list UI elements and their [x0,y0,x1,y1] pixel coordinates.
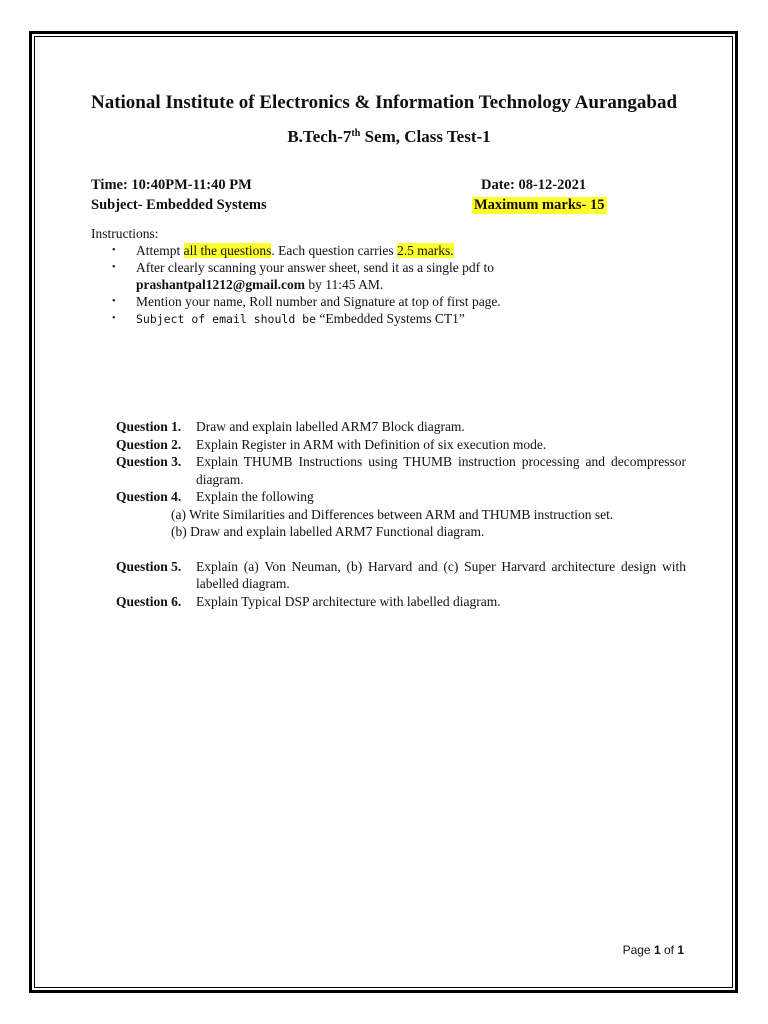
question-1: Question 1. Draw and explain labelled ARM7 Block diagram. [116,419,465,434]
course-suffix: Sem, Class Test-1 [360,127,491,146]
instruction-item: • Attempt all the questions. Each question carries 2.5 marks. [112,242,672,259]
course-sup: th [351,128,361,139]
page-number: Page 1 of 1 [622,943,684,957]
questions-list [116,418,686,610]
instructions-list [112,242,672,328]
question-2: Question 2. Explain Register in ARM with Definition of six execution mode. [116,436,547,452]
question-6: Question 6. Explain Typical DSP architecture with labelled diagram. [116,593,501,609]
instruction-item: • Mention your name, Roll number and Signature at top of first page. [112,293,672,310]
question-4: Question 4. Explain the following [116,489,314,504]
highlight-all-questions: all the questions [183,243,272,258]
course-prefix: B.Tech-7 [287,127,352,146]
question-3: Question 3. Explain THUMB Instructions using THUMB instruction processing and decompressor diagram. [116,454,686,487]
institute-title: National Institute of Electronics & Information Technology Aurangabad [90,92,678,113]
exam-time: Time: 10:40PM-11:40 PM [91,177,252,193]
instruction-item: • After clearly scanning your answer sheet, send it as a single pdf to prashantpal1212@gmail.com by 11:45 AM. [112,259,672,293]
email-address: prashantpal1212@gmail.com [136,277,305,292]
max-marks: Maximum marks- 15 [474,197,605,213]
exam-date: Date: 08-12-2021 [481,177,587,193]
question-4a: (a) Write Similarities and Differences between ARM and THUMB instruction set. [171,506,614,522]
highlight-marks: 2.5 marks. [396,243,454,258]
question-5: Question 5. Explain (a) Von Neuman, (b) Harvard and (c) Super Harvard architecture design with labelled diagram. [116,558,686,591]
instruction-item: • Subject of email should be “Embedded Systems CT1” [112,310,672,328]
instructions-label: Instructions: [91,226,159,241]
course-subtitle [0,127,768,147]
exam-subject: Subject- Embedded Systems [91,197,267,213]
question-4b: (b) Draw and explain labelled ARM7 Functional diagram. [171,524,485,539]
